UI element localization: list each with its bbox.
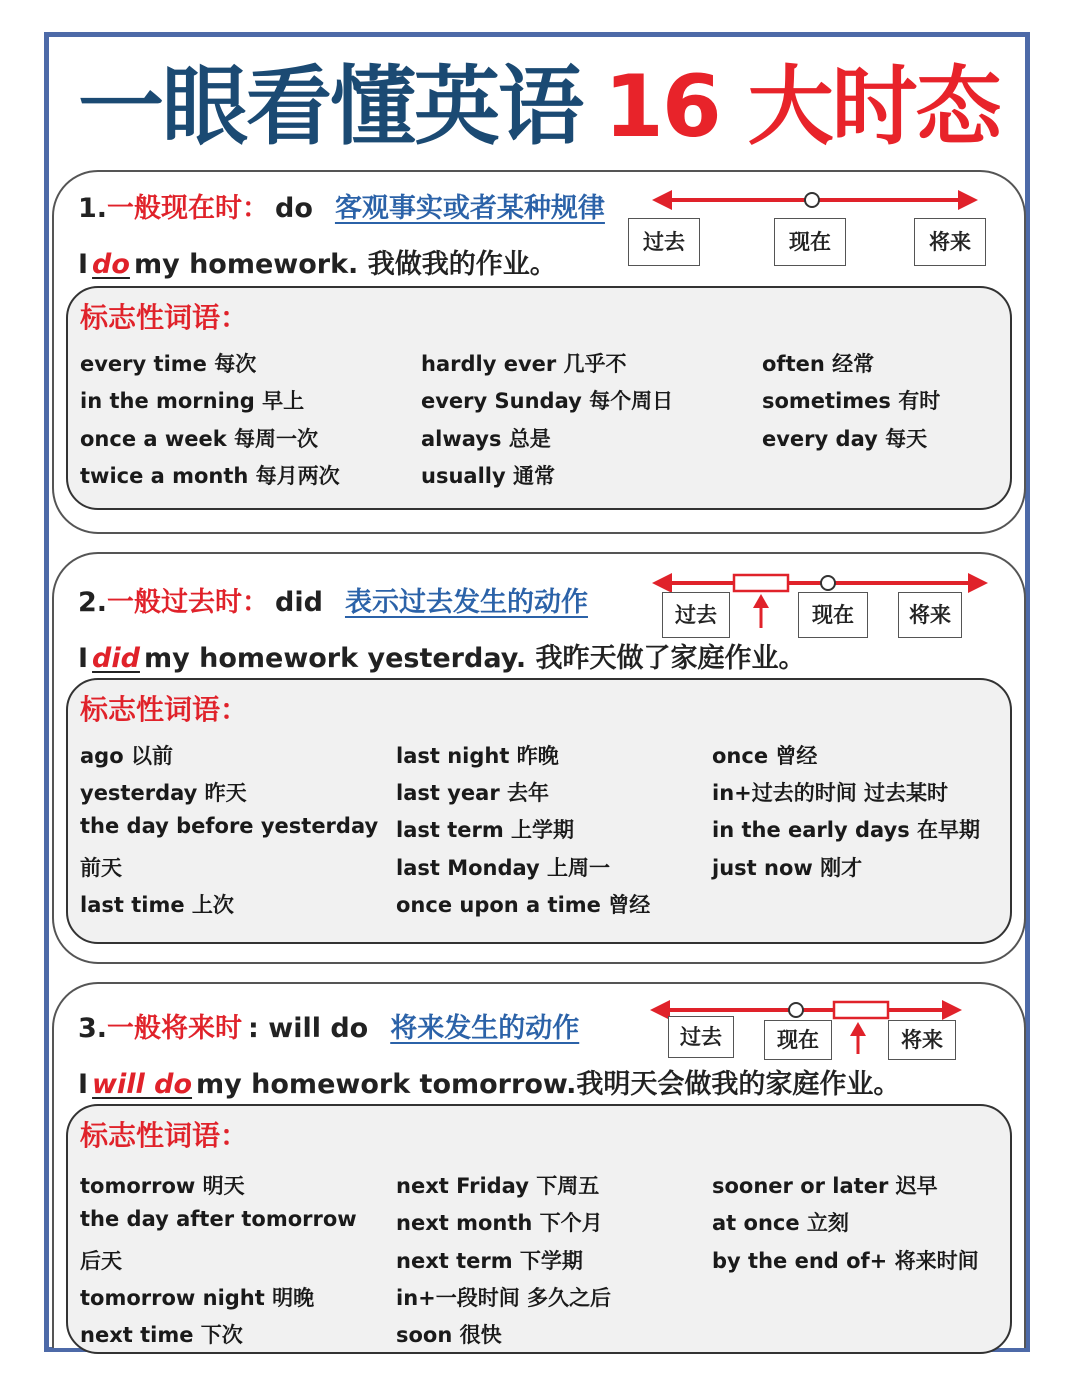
example-sentence [78, 1062, 900, 1101]
keywords-box [66, 286, 1012, 510]
keyword: tomorrow 明天 [80, 1174, 245, 1198]
example-rest: my homework tomorrow.我明天会做我的家庭作业。 [196, 1069, 901, 1100]
tense-description: 将来发生的动作 [390, 1013, 580, 1044]
keyword: in+过去的时间 过去某时 [712, 781, 949, 805]
timeline-past-label: 过去 [668, 1016, 734, 1058]
section-simple-past [52, 552, 1026, 964]
keyword: ago 以前 [80, 744, 173, 768]
keyword: usually 通常 [421, 464, 555, 488]
tense-form: did [275, 587, 323, 618]
keywords-title: 标志性词语： [80, 693, 249, 726]
keyword: twice a month 每月两次 [80, 464, 340, 488]
timeline-now-label: 现在 [798, 592, 868, 638]
timeline-arrow [650, 182, 980, 218]
keyword: every time 每次 [80, 352, 257, 376]
keyword: in the early days 在早期 [712, 818, 981, 842]
tense-name: 一般现在时： [107, 193, 270, 224]
keyword: by the end of+ 将来时间 [712, 1249, 979, 1273]
section-number: 2. [78, 587, 108, 618]
keyword: every Sunday 每个周日 [421, 389, 674, 413]
timeline-now-label: 现在 [764, 1020, 832, 1060]
keyword: 前天 [80, 856, 122, 880]
timeline-future-label: 将来 [888, 1020, 956, 1060]
keyword: once a week 每周一次 [80, 427, 319, 451]
keyword: last night 昨晚 [396, 744, 559, 768]
keyword: just now 刚才 [712, 856, 863, 880]
keyword: last time 上次 [80, 893, 234, 917]
keyword: in+一段时间 多久之后 [396, 1286, 612, 1310]
timeline-future-label: 将来 [914, 218, 986, 266]
timeline-now-label: 现在 [774, 218, 846, 266]
keyword: the day after tomorrow [80, 1207, 357, 1231]
example-verb: will do [92, 1069, 193, 1100]
keyword: sometimes 有时 [762, 389, 941, 413]
keyword: soon 很快 [396, 1323, 502, 1347]
example-subject: I [78, 643, 89, 674]
example-sentence [78, 636, 806, 675]
tense-form: : will do [248, 1013, 369, 1044]
section-simple-present [52, 170, 1026, 534]
keywords-box [66, 678, 1012, 944]
tense-description: 表示过去发生的动作 [344, 587, 588, 618]
example-subject: I [78, 1069, 89, 1100]
keyword: tomorrow night 明晚 [80, 1286, 315, 1310]
tense-name: 一般过去时： [107, 587, 270, 618]
keyword: 后天 [80, 1249, 122, 1273]
keyword: in the morning 早上 [80, 389, 305, 413]
section-heading [78, 1006, 579, 1045]
title-highlight: 16 大时态 [604, 57, 1000, 157]
keyword: the day before yesterday [80, 814, 379, 838]
timeline-past-label: 过去 [628, 218, 700, 266]
example-rest: my homework. 我做我的作业。 [133, 249, 557, 280]
timeline-past-label: 过去 [662, 592, 730, 638]
example-verb: did [92, 643, 140, 674]
tense-form: do [275, 193, 313, 224]
section-heading [78, 580, 588, 619]
example-sentence [78, 242, 557, 281]
tense-name: 一般将来时 [107, 1013, 243, 1044]
keyword: once upon a time 曾经 [396, 893, 651, 917]
keyword: always 总是 [421, 427, 551, 451]
example-rest: my homework yesterday. 我昨天做了家庭作业。 [143, 643, 806, 674]
keyword: yesterday 昨天 [80, 781, 247, 805]
section-number: 3. [78, 1013, 108, 1044]
section-simple-future [52, 982, 1026, 1348]
keyword: next time 下次 [80, 1323, 243, 1347]
page-title [78, 52, 1000, 162]
keyword: next month 下个月 [396, 1211, 603, 1235]
section-number: 1. [78, 193, 108, 224]
keyword: last year 去年 [396, 781, 549, 805]
keyword: next Friday 下周五 [396, 1174, 600, 1198]
keyword: last term 上学期 [396, 818, 575, 842]
example-verb: do [92, 249, 130, 280]
section-heading [78, 186, 605, 225]
keyword: next term 下学期 [396, 1249, 583, 1273]
keywords-title: 标志性词语： [80, 1119, 249, 1152]
keyword: every day 每天 [762, 427, 928, 451]
keyword: once 曾经 [712, 744, 818, 768]
keyword: last Monday 上周一 [396, 856, 611, 880]
keywords-title: 标志性词语： [80, 301, 249, 334]
keywords-box [66, 1104, 1012, 1354]
title-main: 一眼看懂英语 [78, 57, 582, 157]
example-subject: I [78, 249, 89, 280]
tense-description: 客观事实或者某种规律 [334, 193, 605, 224]
keyword: hardly ever 几乎不 [421, 352, 627, 376]
keyword: at once 立刻 [712, 1211, 849, 1235]
keyword: sooner or later 迟早 [712, 1174, 938, 1198]
keyword: often 经常 [762, 352, 875, 376]
timeline-future-label: 将来 [898, 592, 962, 638]
